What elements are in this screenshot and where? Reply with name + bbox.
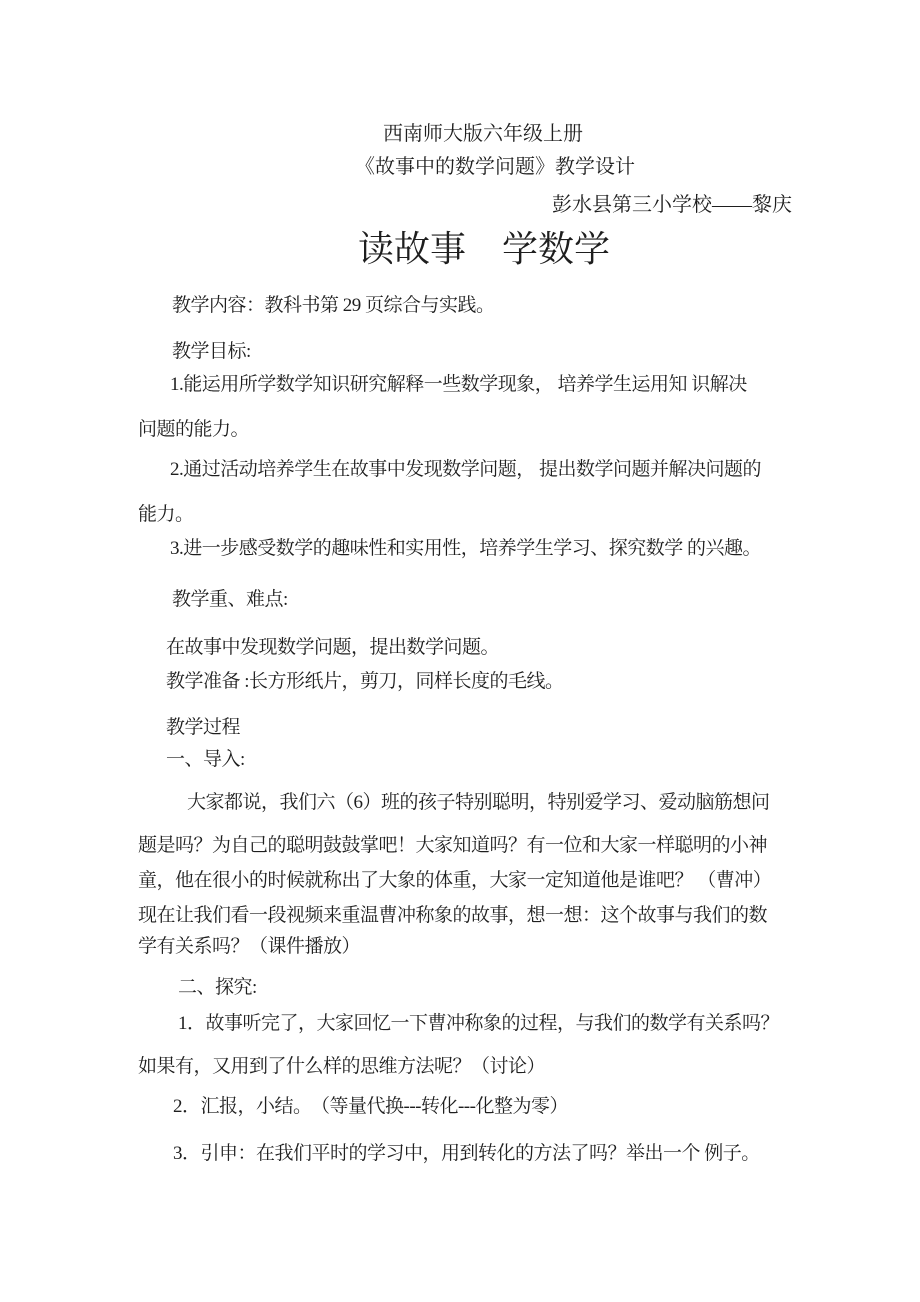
goal-2-continuation: 能力。 (138, 504, 194, 525)
teaching-process-heading: 教学过程 (166, 717, 241, 738)
key-difficulties-heading: 教学重、难点: (172, 589, 288, 610)
author-line: 彭水县第三小学校——黎庆 (552, 194, 792, 216)
explore-item-1-line: 1．故事听完了，大家回忆一下曹冲称象的过程，与我们的数学有关系吗？ (178, 1013, 780, 1034)
teaching-goals-heading: 教学目标: (172, 341, 251, 362)
key-difficulties-line: 在故事中发现数学问题，提出数学问题。 (166, 637, 500, 658)
section-2-explore-heading: 二、探究: (178, 977, 257, 998)
goal-1-line: 1.能运用所学数学知识研究解释一些数学现象， 培养学生运用知 识解决 (170, 374, 747, 395)
intro-paragraph-line: 现在让我们看一段视频来重温曹冲称象的故事，想一想：这个故事与我们的数 (138, 905, 768, 926)
goal-3-line: 3.进一步感受数学的趣味性和实用性，培养学生学习、探究数学 的兴趣。 (170, 538, 762, 559)
teaching-content-line: 教学内容：教科书第 29 页综合与实践。 (172, 295, 495, 316)
goal-1-continuation: 问题的能力。 (138, 419, 250, 440)
intro-paragraph-line: 童，他在很小的时候就称出了大象的体重，大家一定知道他是谁吧？ （曹冲） (138, 870, 772, 891)
goal-2-line: 2.通过活动培养学生在故事中发现数学问题， 提出数学问题并解决问题的 (170, 459, 762, 480)
explore-item-2-line: 2．汇报，小结。 （等量代换---转化---化整为零） (173, 1096, 568, 1117)
intro-paragraph-line: 大家都说，我们六（6）班的孩子特别聪明，特别爱学习、爱动脑筋想问 (187, 792, 770, 813)
doc-title-line: 《故事中的数学问题》教学设计 (355, 156, 635, 178)
edition-line: 西南师大版六年级上册 (383, 123, 583, 145)
intro-paragraph-line: 学有关系吗？（课件播放） (138, 936, 361, 957)
explore-item-1-continuation: 如果有，又用到了什么样的思维方法呢？（讨论） (138, 1056, 546, 1077)
intro-paragraph-line: 题是吗？为自己的聪明鼓鼓掌吧！大家知道吗？有一位和大家一样聪明的小神 (138, 835, 768, 856)
explore-item-3-line: 3．引申：在我们平时的学习中，用到转化的方法了吗？举出一个 例子。 (173, 1143, 760, 1164)
main-title: 读故事 学数学 (358, 229, 611, 269)
teaching-preparation-line: 教学准备 :长方形纸片，剪刀，同样长度的毛线。 (166, 671, 564, 692)
section-1-intro-heading: 一、导入: (166, 749, 245, 770)
